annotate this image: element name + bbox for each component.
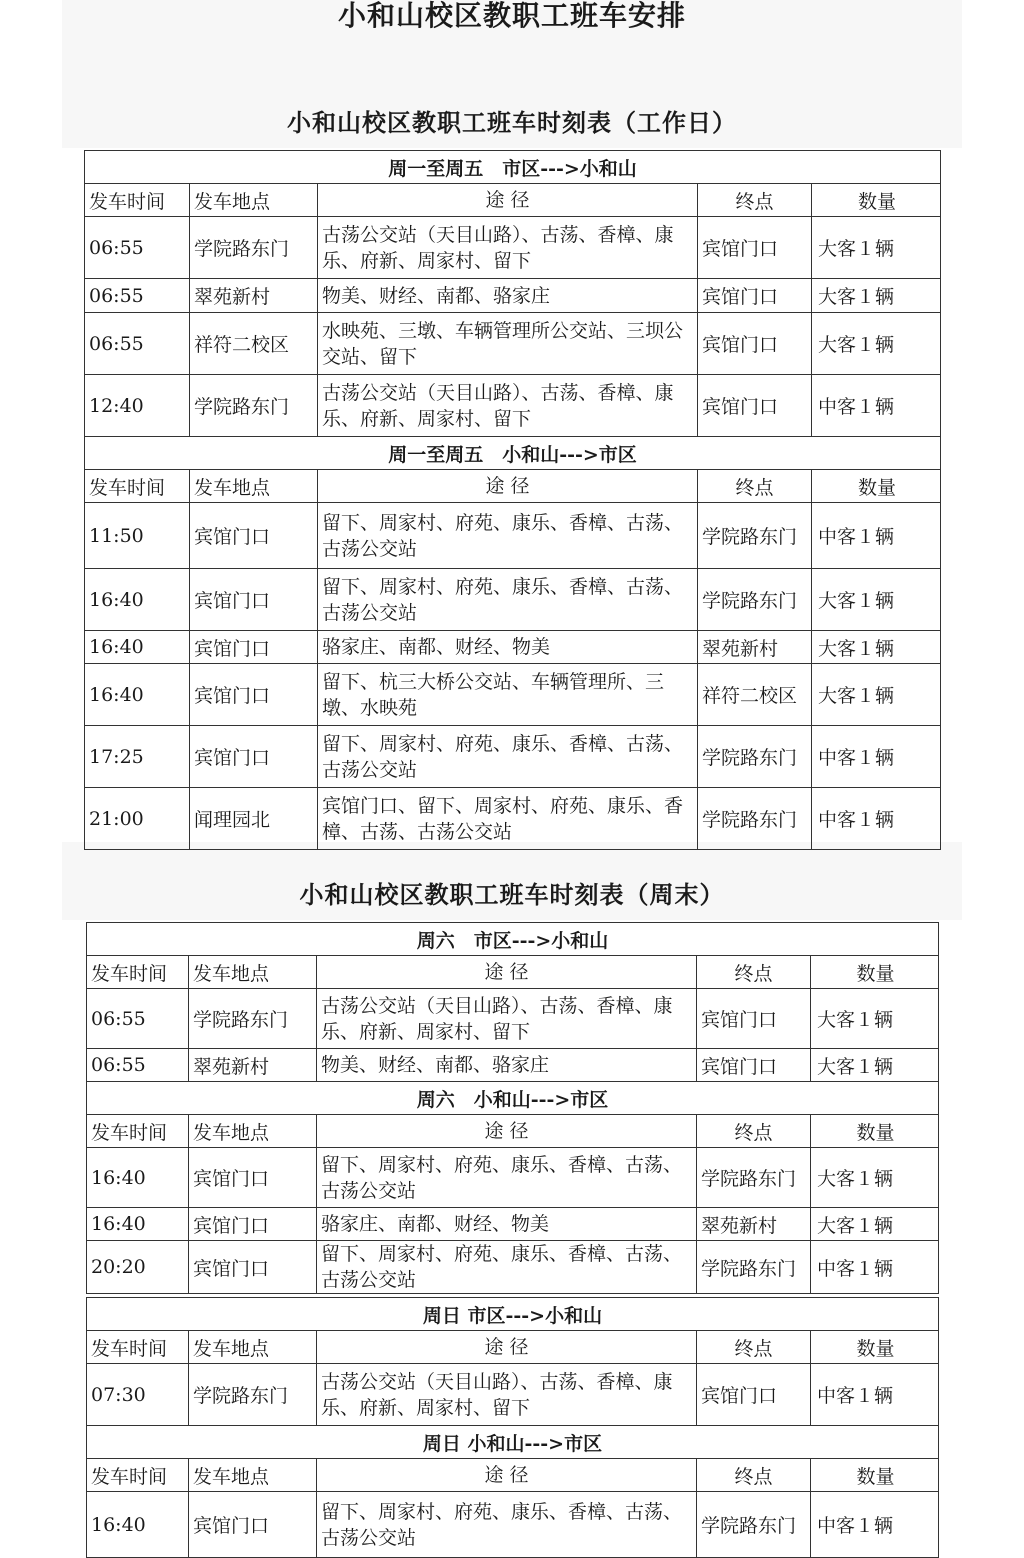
column-header-row: [87, 1115, 939, 1148]
column-header-row: [87, 1331, 939, 1364]
departure-time-cell: 17:25: [85, 726, 190, 788]
route-group-header: [85, 437, 941, 470]
route-cell: 古荡公交站（天目山路）、古荡、香樟、康乐、府新、周家村、留下: [317, 989, 697, 1049]
terminal-cell: 宾馆门口: [698, 279, 812, 313]
table-row: [87, 1148, 939, 1208]
header-departure-time: 发车时间: [85, 470, 190, 503]
route-cell: 物美、财经、南都、骆家庄: [317, 1049, 697, 1082]
departure-place-cell: 闻理园北: [190, 788, 318, 850]
quantity-cell: 大客１辆: [811, 1049, 939, 1082]
quantity-cell: 大客１辆: [811, 989, 939, 1049]
terminal-cell: 翠苑新村: [698, 631, 812, 664]
departure-time-cell: 20:20: [87, 1241, 189, 1294]
header-terminal: 终点: [697, 1115, 811, 1148]
header-departure-place: 发车地点: [189, 1115, 317, 1148]
departure-time-cell: 11:50: [85, 503, 190, 569]
terminal-cell: 宾馆门口: [697, 1364, 811, 1426]
route-cell: 古荡公交站（天目山路）、古荡、香樟、康乐、府新、周家村、留下: [318, 217, 698, 279]
table-row: [85, 375, 941, 437]
departure-time-cell: 06:55: [85, 313, 190, 375]
header-departure-place: 发车地点: [189, 1331, 317, 1364]
header-quantity: 数量: [812, 184, 941, 217]
table-row: [87, 1492, 939, 1558]
header-departure-place: 发车地点: [190, 184, 318, 217]
header-departure-place: 发车地点: [190, 470, 318, 503]
quantity-cell: 大客１辆: [812, 217, 941, 279]
departure-time-cell: 06:55: [87, 989, 189, 1049]
quantity-cell: 大客１辆: [811, 1208, 939, 1241]
departure-place-cell: 祥符二校区: [190, 313, 318, 375]
terminal-cell: 学院路东门: [697, 1241, 811, 1294]
terminal-cell: 学院路东门: [697, 1148, 811, 1208]
route-cell: 宾馆门口、留下、周家村、府苑、康乐、香樟、古荡、古荡公交站: [318, 788, 698, 850]
departure-place-cell: 学院路东门: [189, 1364, 317, 1426]
header-departure-time: 发车时间: [85, 184, 190, 217]
terminal-cell: 学院路东门: [698, 726, 812, 788]
quantity-cell: 中客１辆: [812, 726, 941, 788]
route-group-header: [87, 923, 939, 956]
departure-time-cell: 07:30: [87, 1364, 189, 1426]
header-departure-time: 发车时间: [87, 1331, 189, 1364]
terminal-cell: 学院路东门: [698, 788, 812, 850]
departure-place-cell: 宾馆门口: [190, 503, 318, 569]
terminal-cell: 学院路东门: [698, 569, 812, 631]
table-row: [85, 664, 941, 726]
route-group-header: [85, 151, 941, 184]
route-group-label: 周六 市区--->小和山: [87, 923, 939, 956]
header-route: 途 径: [318, 184, 698, 217]
weekday-section-title: 小和山校区教职工班车时刻表（工作日）: [287, 108, 737, 137]
departure-place-cell: 宾馆门口: [190, 664, 318, 726]
departure-time-cell: 06:55: [87, 1049, 189, 1082]
departure-place-cell: 翠苑新村: [189, 1049, 317, 1082]
header-departure-place: 发车地点: [189, 956, 317, 989]
header-departure-time: 发车时间: [87, 956, 189, 989]
departure-place-cell: 宾馆门口: [189, 1241, 317, 1294]
weekday-schedule-table: [84, 150, 941, 850]
route-group-label: 周六 小和山--->市区: [87, 1082, 939, 1115]
route-cell: 古荡公交站（天目山路）、古荡、香樟、康乐、府新、周家村、留下: [317, 1364, 697, 1426]
header-quantity: 数量: [811, 1331, 939, 1364]
terminal-cell: 宾馆门口: [697, 989, 811, 1049]
header-quantity: 数量: [811, 956, 939, 989]
header-route: 途 径: [317, 1459, 697, 1492]
header-route: 途 径: [317, 956, 697, 989]
page-title: 小和山校区教职工班车安排: [337, 0, 686, 32]
departure-time-cell: 16:40: [87, 1492, 189, 1558]
terminal-cell: 宾馆门口: [697, 1049, 811, 1082]
terminal-cell: 翠苑新村: [697, 1208, 811, 1241]
route-cell: 骆家庄、南都、财经、物美: [318, 631, 698, 664]
route-cell: 留下、周家村、府苑、康乐、香樟、古荡、古荡公交站: [317, 1492, 697, 1558]
table-row: [87, 989, 939, 1049]
departure-time-cell: 16:40: [87, 1208, 189, 1241]
route-cell: 水映苑、三墩、车辆管理所公交站、三坝公交站、留下: [318, 313, 698, 375]
route-group-label: 周一至周五 市区--->小和山: [85, 151, 941, 184]
header-route: 途 径: [317, 1115, 697, 1148]
route-cell: 留下、周家村、府苑、康乐、香樟、古荡、古荡公交站: [317, 1148, 697, 1208]
route-group-header: [87, 1082, 939, 1115]
route-group-label: 周一至周五 小和山--->市区: [85, 437, 941, 470]
header-terminal: 终点: [697, 1459, 811, 1492]
table-row: [87, 1364, 939, 1426]
header-departure-place: 发车地点: [189, 1459, 317, 1492]
departure-place-cell: 学院路东门: [190, 217, 318, 279]
terminal-cell: 祥符二校区: [698, 664, 812, 726]
departure-place-cell: 宾馆门口: [189, 1208, 317, 1241]
route-cell: 留下、周家村、府苑、康乐、香樟、古荡、古荡公交站: [318, 726, 698, 788]
departure-place-cell: 学院路东门: [190, 375, 318, 437]
route-group-label: 周日 市区--->小和山: [87, 1298, 939, 1331]
quantity-cell: 中客１辆: [811, 1364, 939, 1426]
departure-place-cell: 宾馆门口: [190, 631, 318, 664]
terminal-cell: 学院路东门: [697, 1492, 811, 1558]
column-header-row: [87, 1459, 939, 1492]
table-row: [85, 279, 941, 313]
departure-place-cell: 宾馆门口: [189, 1148, 317, 1208]
quantity-cell: 中客１辆: [812, 788, 941, 850]
header-terminal: 终点: [698, 184, 812, 217]
terminal-cell: 宾馆门口: [698, 313, 812, 375]
departure-place-cell: 宾馆门口: [190, 726, 318, 788]
departure-time-cell: 16:40: [87, 1148, 189, 1208]
departure-time-cell: 16:40: [85, 569, 190, 631]
weekend-saturday-table: [86, 922, 939, 1294]
route-cell: 骆家庄、南都、财经、物美: [317, 1208, 697, 1241]
departure-time-cell: 16:40: [85, 631, 190, 664]
table-row: [85, 631, 941, 664]
table-row: [85, 788, 941, 850]
route-group-header: [87, 1298, 939, 1331]
header-terminal: 终点: [697, 956, 811, 989]
weekend-section-title: 小和山校区教职工班车时刻表（周末）: [299, 880, 725, 909]
quantity-cell: 中客１辆: [812, 503, 941, 569]
header-quantity: 数量: [812, 470, 941, 503]
quantity-cell: 大客１辆: [812, 631, 941, 664]
table-row: [87, 1241, 939, 1294]
quantity-cell: 大客１辆: [811, 1148, 939, 1208]
quantity-cell: 中客１辆: [812, 375, 941, 437]
route-cell: 留下、周家村、府苑、康乐、香樟、古荡、古荡公交站: [318, 569, 698, 631]
quantity-cell: 大客１辆: [812, 313, 941, 375]
departure-place-cell: 学院路东门: [189, 989, 317, 1049]
route-cell: 古荡公交站（天目山路）、古荡、香樟、康乐、府新、周家村、留下: [318, 375, 698, 437]
table-row: [85, 569, 941, 631]
column-header-row: [85, 184, 941, 217]
departure-time-cell: 06:55: [85, 279, 190, 313]
departure-time-cell: 16:40: [85, 664, 190, 726]
header-quantity: 数量: [811, 1115, 939, 1148]
header-departure-time: 发车时间: [87, 1115, 189, 1148]
header-quantity: 数量: [811, 1459, 939, 1492]
route-cell: 物美、财经、南都、骆家庄: [318, 279, 698, 313]
header-route: 途 径: [318, 470, 698, 503]
quantity-cell: 中客１辆: [811, 1492, 939, 1558]
departure-place-cell: 翠苑新村: [190, 279, 318, 313]
table-row: [85, 726, 941, 788]
header-terminal: 终点: [698, 470, 812, 503]
column-header-row: [85, 470, 941, 503]
table-row: [87, 1049, 939, 1082]
quantity-cell: 大客１辆: [812, 569, 941, 631]
route-cell: 留下、周家村、府苑、康乐、香樟、古荡、古荡公交站: [317, 1241, 697, 1294]
table-row: [85, 313, 941, 375]
terminal-cell: 学院路东门: [698, 503, 812, 569]
route-cell: 留下、杭三大桥公交站、车辆管理所、三墩、水映苑: [318, 664, 698, 726]
quantity-cell: 大客１辆: [812, 279, 941, 313]
header-terminal: 终点: [697, 1331, 811, 1364]
route-cell: 留下、周家村、府苑、康乐、香樟、古荡、古荡公交站: [318, 503, 698, 569]
departure-time-cell: 21:00: [85, 788, 190, 850]
route-group-label: 周日 小和山--->市区: [87, 1426, 939, 1459]
table-row: [85, 217, 941, 279]
table-row: [87, 1208, 939, 1241]
table-row: [85, 503, 941, 569]
departure-place-cell: 宾馆门口: [190, 569, 318, 631]
header-route: 途 径: [317, 1331, 697, 1364]
weekend-sunday-table: [86, 1297, 939, 1558]
route-group-header: [87, 1426, 939, 1459]
column-header-row: [87, 956, 939, 989]
departure-time-cell: 06:55: [85, 217, 190, 279]
header-departure-time: 发车时间: [87, 1459, 189, 1492]
terminal-cell: 宾馆门口: [698, 217, 812, 279]
departure-time-cell: 12:40: [85, 375, 190, 437]
quantity-cell: 中客１辆: [811, 1241, 939, 1294]
departure-place-cell: 宾馆门口: [189, 1492, 317, 1558]
terminal-cell: 宾馆门口: [698, 375, 812, 437]
quantity-cell: 大客１辆: [812, 664, 941, 726]
